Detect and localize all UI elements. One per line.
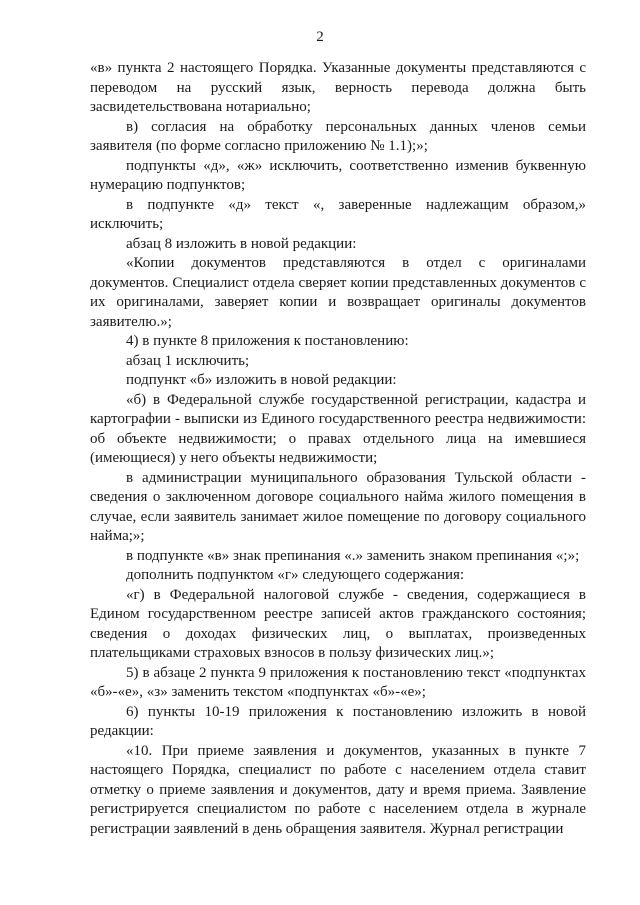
paragraph: «10. При приеме заявления и документов, указанных в пункте 7 настоящего Порядка, специалист по работе с населением отдела ставит отметку о приеме заявления и документов, дату и время приема. Заявление регистрируется специалистом по работе с населением отдела в журнале регистрации заявлений в день обращения заявителя. Журнал регистрации bbox=[90, 742, 586, 837]
paragraph: в подпункте «д» текст «, заверенные надлежащим образом,» исключить; bbox=[90, 196, 586, 232]
paragraph: 5) в абзаце 2 пункта 9 приложения к постановлению текст «подпунктах «б»-«е», «з» заменить текстом «подпунктах «б»-«е»; bbox=[90, 664, 586, 700]
paragraph: в администрации муниципального образования Тульской области - сведения о заключенном договоре социального найма жилого помещения в случае, если заявитель занимает жилое помещение по договору социального найма;»; bbox=[90, 469, 586, 544]
paragraph: «г) в Федеральной налоговой службе - сведения, содержащиеся в Едином государственном реестре записей актов гражданского состояния; сведения о доходах физических лиц, о выплатах, произведенных плательщиками страховых взносов в пользу физических лиц.»; bbox=[90, 586, 586, 661]
paragraph: «б) в Федеральной службе государственной регистрации, кадастра и картографии - выписки из Единого государственного реестра недвижимости: об объекте недвижимости; о правах отдельного лица на имевшиеся (имеющиеся) у него объекты недвижимости; bbox=[90, 391, 586, 466]
paragraph: абзац 8 изложить в новой редакции: bbox=[126, 235, 357, 252]
paragraph: в) согласия на обработку персональных данных членов семьи заявителя (по форме согласно приложению № 1.1);»; bbox=[90, 118, 586, 154]
paragraph: «в» пункта 2 настоящего Порядка. Указанные документы представляются с переводом на русский язык, верность перевода должна быть засвидетельствована нотариально; bbox=[90, 60, 586, 115]
paragraph: «Копии документов представляются в отдел с оригиналами документов. Специалист отдела сверяет копии представленных документов с их оригиналами, заверяет копии и возвращает оригиналы документов заявителю.»; bbox=[90, 255, 586, 330]
paragraph: в подпункте «в» знак препинания «.» заменить знаком препинания «;»; bbox=[126, 547, 580, 564]
page-number: 2 bbox=[316, 29, 324, 45]
paragraph: подпункты «д», «ж» исключить, соответственно изменив буквенную нумерацию подпунктов; bbox=[90, 157, 586, 193]
document-body bbox=[90, 59, 586, 839]
paragraph: дополнить подпунктом «г» следующего содержания: bbox=[126, 567, 465, 583]
paragraph: подпункт «б» изложить в новой редакции: bbox=[126, 372, 397, 388]
paragraph: 4) в пункте 8 приложения к постановлению: bbox=[126, 333, 409, 349]
paragraph: абзац 1 исключить; bbox=[126, 352, 250, 369]
paragraph: 6) пункты 10-19 приложения к постановлению изложить в новой редакции: bbox=[90, 703, 586, 739]
